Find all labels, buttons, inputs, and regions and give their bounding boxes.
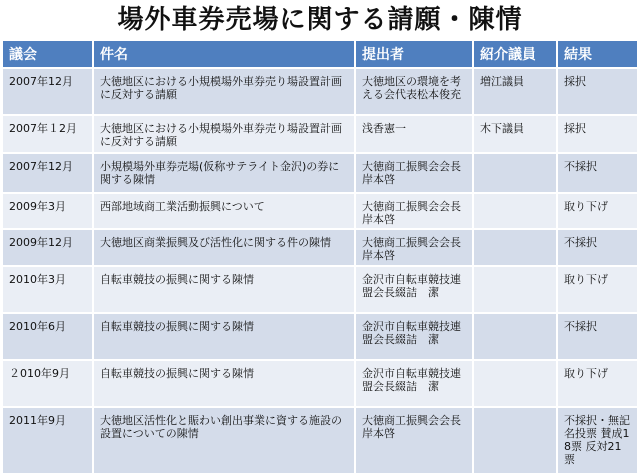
subject-cell: 西部地域商工業活動振興について (93, 193, 355, 229)
table-row (3, 407, 637, 473)
table-row (3, 115, 637, 153)
submitter-cell: 金沢市自転車競技連盟会長綴詰 潔 (355, 266, 473, 313)
table-row (3, 266, 637, 313)
session-cell: 2009年3月 (3, 193, 93, 229)
session-cell: 2007年12月 (3, 153, 93, 193)
subject-cell: 自転車競技の振興に関する陳情 (93, 313, 355, 360)
table-row (3, 68, 637, 115)
subject-cell: 自転車競技の振興に関する陳情 (93, 360, 355, 407)
column-header-submitter: 提出者 (355, 41, 473, 68)
submitter-cell: 浅香憲一 (355, 115, 473, 153)
session-cell: 2009年12月 (3, 229, 93, 266)
result-cell: 取り下げ (557, 193, 637, 229)
introducer-cell (473, 360, 557, 407)
subject-cell: 大徳地区における小規模場外車券売り場設置計画に反対する請願 (93, 68, 355, 115)
column-header-subject: 件名 (93, 41, 355, 68)
page-title: 場外車券売場に関する請願・陳情 (117, 5, 523, 35)
submitter-cell: 大徳商工振興会会長岸本啓 (355, 407, 473, 473)
result-cell: 不採択 (557, 153, 637, 193)
session-cell: 2007年１2月 (3, 115, 93, 153)
table-row (3, 153, 637, 193)
column-header-introducer: 紹介議員 (473, 41, 557, 68)
session-cell: ２010年9月 (3, 360, 93, 407)
introducer-cell: 増江議員 (473, 68, 557, 115)
result-cell: 不採択・無記名投票 賛成18票 反対21票 (557, 407, 637, 473)
result-cell: 採択 (557, 115, 637, 153)
subject-cell: 大徳地区活性化と賑わい創出事業に資する施設の設置についての陳情 (93, 407, 355, 473)
session-cell: 2011年9月 (3, 407, 93, 473)
introducer-cell (473, 313, 557, 360)
introducer-cell: 木下議員 (473, 115, 557, 153)
subject-cell: 自転車競技の振興に関する陳情 (93, 266, 355, 313)
introducer-cell (473, 266, 557, 313)
submitter-cell: 大徳商工振興会会長岸本啓 (355, 153, 473, 193)
subject-cell: 小規模場外車券売場(仮称サテライト金沢)の券に関する陳情 (93, 153, 355, 193)
session-cell: 2010年3月 (3, 266, 93, 313)
result-cell: 採択 (557, 68, 637, 115)
result-cell: 取り下げ (557, 266, 637, 313)
introducer-cell (473, 193, 557, 229)
result-cell: 不採択 (557, 313, 637, 360)
subject-cell: 大徳地区商業振興及び活性化に関する件の陳情 (93, 229, 355, 266)
introducer-cell (473, 153, 557, 193)
submitter-cell: 大徳地区の環境を考える会代表松本俊充 (355, 68, 473, 115)
introducer-cell (473, 407, 557, 473)
table-row (3, 193, 637, 229)
submitter-cell: 金沢市自転車競技連盟会長綴詰 潔 (355, 313, 473, 360)
session-cell: 2007年12月 (3, 68, 93, 115)
table-row (3, 313, 637, 360)
result-cell: 取り下げ (557, 360, 637, 407)
column-header-session: 議会 (3, 41, 93, 68)
column-header-result: 結果 (557, 41, 637, 68)
session-cell: 2010年6月 (3, 313, 93, 360)
submitter-cell: 金沢市自転車競技連盟会長綴詰 潔 (355, 360, 473, 407)
petition-table (3, 41, 637, 473)
table-row (3, 229, 637, 266)
submitter-cell: 大徳商工振興会会長岸本啓 (355, 193, 473, 229)
table-header-row (3, 41, 637, 68)
introducer-cell (473, 229, 557, 266)
result-cell: 不採択 (557, 229, 637, 266)
submitter-cell: 大徳商工振興会会長岸本啓 (355, 229, 473, 266)
table-row (3, 360, 637, 407)
subject-cell: 大徳地区における小規模場外車券売り場設置計画に反対する請願 (93, 115, 355, 153)
